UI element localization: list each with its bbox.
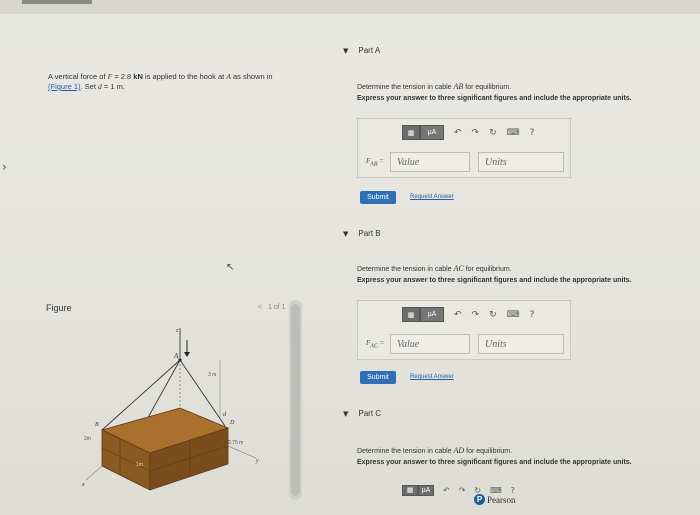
mouse-cursor-icon: ↖: [226, 262, 235, 273]
collapse-triangle-icon[interactable]: ▼: [343, 230, 349, 238]
point-d-label: D: [230, 420, 235, 426]
part-a-prompt: [357, 81, 687, 104]
request-answer-link[interactable]: Request Answer: [410, 194, 454, 200]
x-axis-label: x: [82, 482, 85, 488]
field-symbol: F: [366, 339, 371, 347]
keyboard-icon[interactable]: ⌨: [506, 127, 520, 138]
z-label: z: [176, 328, 179, 334]
submit-button[interactable]: Submit: [360, 371, 396, 384]
point-c-label: C: [112, 474, 117, 480]
reset-icon[interactable]: ↻: [489, 309, 497, 320]
figure-scrollbar[interactable]: [289, 300, 302, 500]
field-subscript: AC: [370, 343, 378, 350]
d-value: = 1: [103, 82, 115, 91]
pager-prev-button[interactable]: <: [258, 304, 263, 311]
figure-pager[interactable]: [258, 304, 286, 311]
problem-text: A vertical force of: [48, 72, 106, 81]
submit-button[interactable]: Submit: [360, 191, 396, 204]
undo-icon[interactable]: ↶: [443, 485, 450, 495]
units-input[interactable]: Units: [478, 334, 564, 354]
collapse-triangle-icon[interactable]: ▼: [343, 410, 349, 418]
field-symbol: F: [366, 157, 371, 165]
pearson-logo: [474, 494, 516, 505]
point-a-label: A: [174, 352, 179, 360]
scrollbar-thumb[interactable]: [291, 304, 300, 496]
prompt-text: for equilibrium.: [466, 448, 513, 455]
part-b-answer-box: [357, 300, 571, 360]
pearson-logo-icon: P: [474, 494, 485, 505]
d-dim-label: d: [223, 412, 226, 418]
mu-units-button[interactable]: μA: [420, 307, 444, 322]
value-input[interactable]: Value: [390, 152, 470, 172]
problem-text: .: [122, 82, 125, 91]
collapse-triangle-icon[interactable]: ▼: [343, 47, 349, 55]
help-icon[interactable]: ?: [529, 309, 535, 320]
math-toolbar: [402, 125, 534, 140]
keyboard-icon[interactable]: ⌨: [490, 485, 502, 495]
cable-label: AB: [453, 82, 464, 91]
dim-1m: 1m: [136, 462, 143, 468]
templates-icon[interactable]: ▦: [402, 125, 420, 140]
y-axis: [228, 446, 256, 458]
crate-figure: [80, 318, 280, 493]
part-b-prompt: [357, 263, 687, 286]
part-b-title: Part B: [358, 229, 381, 238]
redo-icon[interactable]: ↷: [471, 309, 480, 320]
pager-text: 1 of 1: [268, 304, 286, 311]
instructions-text: Express your answer to three significant figures and include the appropriate units.: [357, 459, 632, 466]
field-subscript: AB: [370, 161, 378, 168]
mu-units-button[interactable]: μA: [420, 125, 444, 140]
templates-icon[interactable]: ▦: [402, 307, 420, 322]
request-answer-link[interactable]: Request Answer: [410, 374, 454, 380]
force-field-label: [366, 157, 384, 167]
units-input[interactable]: Units: [478, 152, 564, 172]
prompt-text: Determine the tension in cable: [357, 448, 452, 455]
instructions-text: Express your answer to three significant figures and include the appropriate units.: [357, 95, 632, 102]
prompt-text: Determine the tension in cable: [357, 266, 452, 273]
figure-label: Figure: [46, 303, 72, 313]
mu-units-button[interactable]: μA: [418, 485, 434, 496]
field-equals: =: [379, 157, 384, 165]
redo-icon[interactable]: ↷: [458, 485, 466, 495]
part-c-title: Part C: [358, 409, 382, 418]
problem-text: as shown in: [233, 72, 273, 81]
dim-075m: 0.75 m: [228, 440, 244, 446]
part-c-header[interactable]: [343, 409, 381, 418]
problem-text: is applied to the hook at: [144, 72, 225, 81]
point-b-label: B: [95, 422, 99, 428]
reset-icon[interactable]: ↻: [474, 485, 482, 495]
part-b-header[interactable]: [343, 229, 381, 238]
undo-icon[interactable]: ↶: [454, 309, 462, 320]
force-value: = 2.8: [114, 72, 132, 81]
instructions-text: Express your answer to three significant figures and include the appropriate units.: [357, 277, 632, 284]
dim-2m: 2m: [84, 436, 91, 442]
redo-icon[interactable]: ↷: [471, 127, 480, 138]
part-c-prompt: [357, 445, 687, 468]
value-input[interactable]: Value: [390, 334, 470, 354]
reset-icon[interactable]: ↻: [489, 127, 497, 138]
d-unit: m: [116, 82, 123, 91]
figure-link[interactable]: (Figure 1): [48, 82, 81, 91]
force-symbol: F: [107, 72, 113, 81]
x-axis: [86, 466, 102, 480]
pearson-name: Pearson: [487, 494, 516, 505]
templates-icon[interactable]: ▦: [402, 485, 418, 496]
force-field-label: [366, 339, 384, 349]
force-arrowhead: [184, 352, 190, 357]
field-equals: =: [379, 339, 385, 347]
prompt-text: for equilibrium.: [465, 84, 512, 91]
top-bar-strip: [22, 0, 92, 4]
d-symbol: d: [98, 82, 102, 91]
help-icon[interactable]: ?: [510, 485, 515, 495]
math-toolbar: [402, 307, 534, 322]
part-a-title: Part A: [358, 46, 381, 55]
dim-3m: 3 m: [208, 372, 217, 378]
undo-icon[interactable]: ↶: [454, 127, 462, 138]
y-axis-label: y: [256, 458, 259, 464]
chevron-right-icon[interactable]: ›: [2, 160, 7, 174]
prompt-text: for equilibrium.: [465, 266, 512, 273]
cable-label: AC: [453, 264, 464, 273]
top-bar: [0, 0, 700, 14]
part-a-header[interactable]: [343, 46, 380, 55]
problem-statement: [48, 72, 318, 92]
part-a-answer-box: [357, 118, 571, 178]
prompt-text: Determine the tension in cable: [357, 84, 452, 91]
keyboard-icon[interactable]: ⌨: [506, 309, 520, 320]
help-icon[interactable]: ?: [529, 127, 535, 138]
problem-text: . Set: [80, 82, 96, 91]
cable-label: AD: [453, 446, 465, 455]
force-unit: kN: [133, 72, 143, 81]
point-label: A: [226, 72, 231, 81]
